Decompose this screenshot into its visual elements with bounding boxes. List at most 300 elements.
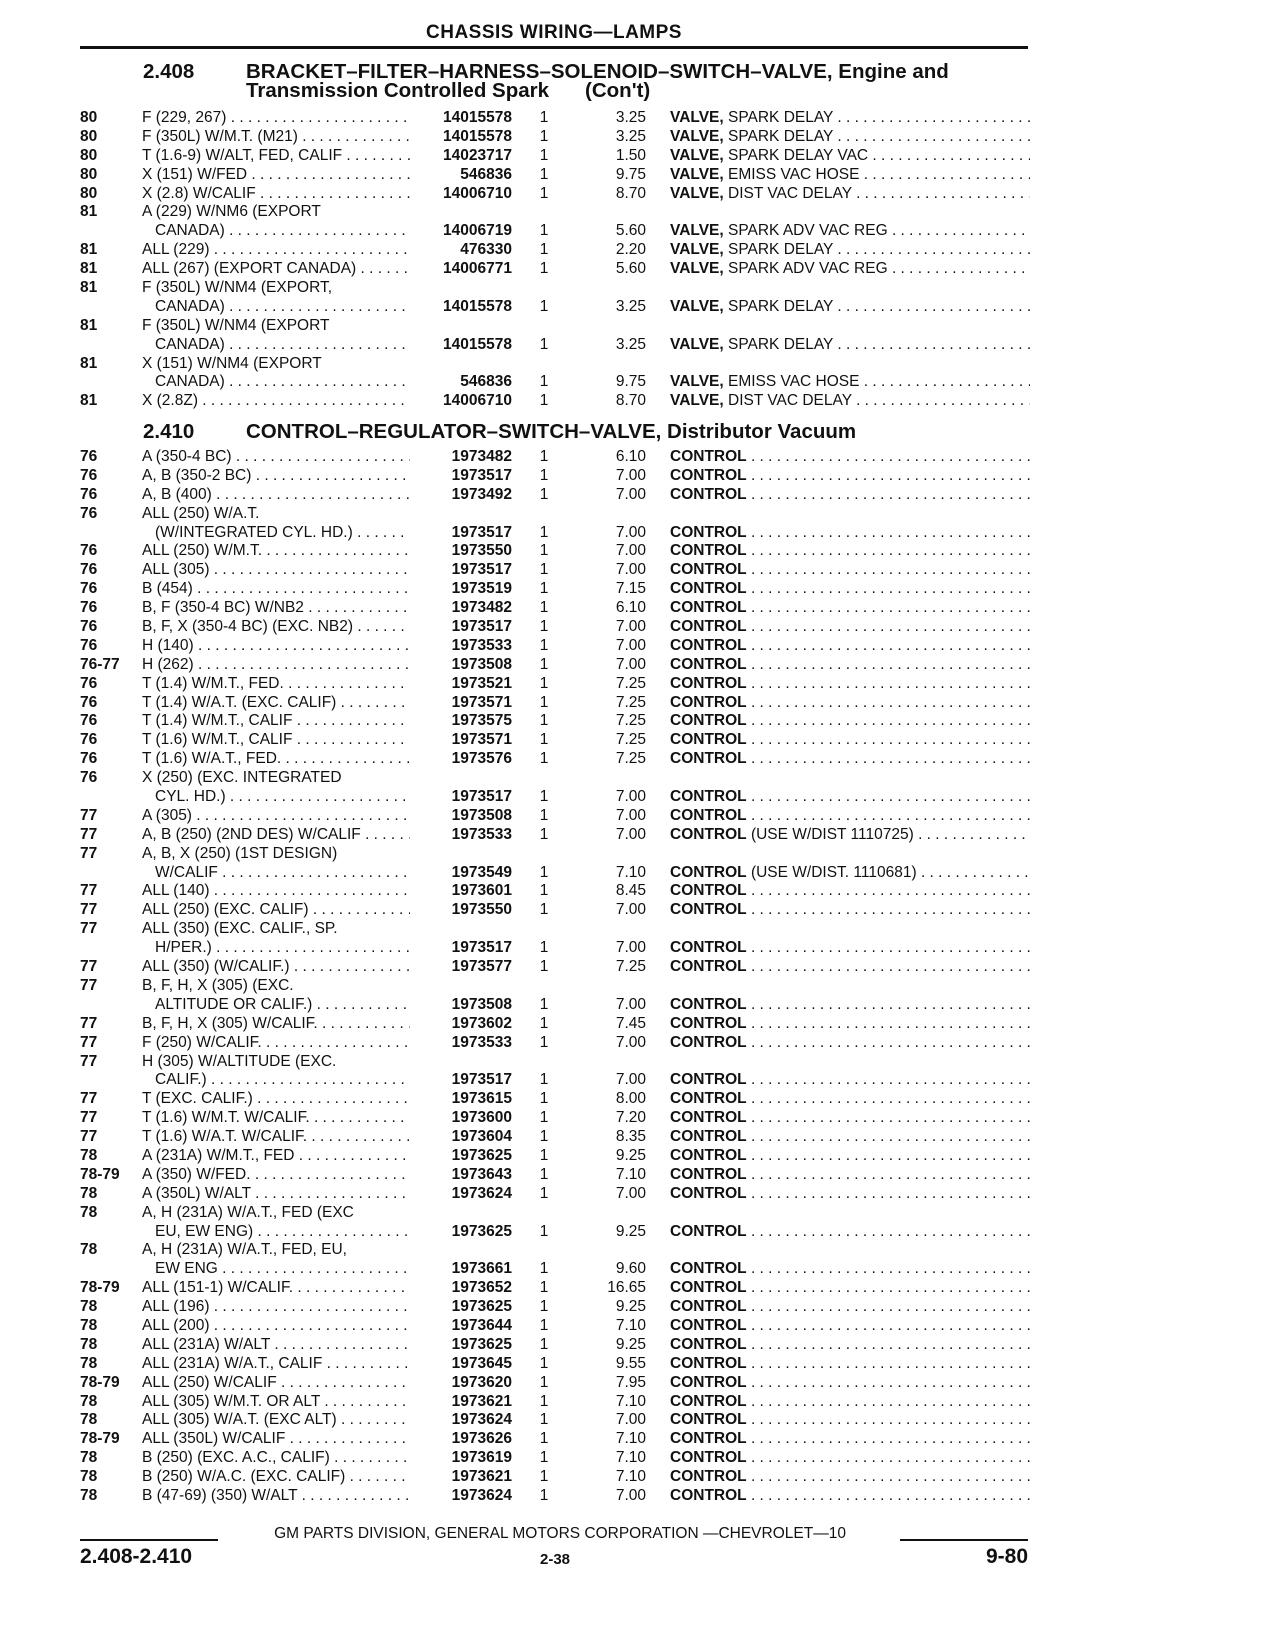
part-number-cell: 1973621 bbox=[451, 1468, 512, 1486]
part-name-bold: CONTROL bbox=[670, 542, 747, 560]
part-name-cell bbox=[670, 1147, 1030, 1166]
table-row bbox=[0, 694, 1280, 713]
year-cell: 77 bbox=[80, 825, 98, 843]
price-cell: 3.25 bbox=[615, 109, 646, 126]
description-cell: B (250) W/A.C. (EXC. CALIF) . . . bbox=[142, 1468, 410, 1487]
table-row bbox=[0, 1241, 1280, 1260]
price-cell: 7.00 bbox=[615, 1071, 646, 1089]
year-cell: 81 bbox=[80, 279, 98, 297]
part-name-cell bbox=[670, 260, 1030, 279]
description-cell: A (350) W/FED. . . . bbox=[142, 1166, 410, 1185]
table-row bbox=[0, 1279, 1280, 1298]
year-cell: 76 bbox=[80, 542, 98, 560]
quantity-cell: 1 bbox=[539, 1354, 549, 1372]
section-number: 2.408 bbox=[143, 60, 195, 83]
description-cell: H (305) W/ALTITUDE (EXC. bbox=[142, 1052, 337, 1070]
price-cell: 6.10 bbox=[615, 599, 646, 617]
table-row bbox=[0, 1336, 1280, 1355]
year-cell: 76 bbox=[80, 674, 98, 692]
part-name-cell bbox=[670, 1109, 1030, 1128]
description-cell: F (350L) W/M.T. (M21) . . . bbox=[142, 128, 410, 147]
part-name-cell bbox=[670, 241, 1030, 260]
part-name-cell bbox=[670, 1355, 1030, 1374]
part-name-bold: CONTROL bbox=[670, 1090, 747, 1108]
part-name-bold: VALVE, bbox=[670, 109, 724, 126]
price-cell: 7.10 bbox=[615, 1316, 646, 1334]
table-row bbox=[0, 185, 1280, 204]
description-cell: B, F, X (350-4 BC) (EXC. NB2) . . . bbox=[142, 618, 410, 637]
part-name-cell bbox=[670, 524, 1030, 543]
table-row bbox=[0, 373, 1280, 392]
table-row bbox=[0, 845, 1280, 864]
description-cell: F (350L) W/NM4 (EXPORT, bbox=[142, 279, 333, 297]
year-cell: 76 bbox=[80, 618, 98, 636]
year-cell: 80 bbox=[80, 184, 98, 202]
part-name-bold: VALVE, bbox=[670, 222, 724, 240]
price-cell: 8.70 bbox=[615, 184, 646, 202]
table-row bbox=[0, 656, 1280, 675]
year-cell: 78-79 bbox=[80, 1165, 120, 1183]
year-cell: 76-77 bbox=[80, 655, 120, 673]
part-name-cell bbox=[670, 675, 1030, 694]
table-row bbox=[0, 750, 1280, 769]
table-row bbox=[0, 807, 1280, 826]
year-cell: 81 bbox=[80, 392, 98, 410]
year-cell: 78 bbox=[80, 1316, 98, 1334]
description-cell: ALL (350L) W/CALIF . . . bbox=[142, 1430, 410, 1449]
year-cell: 77 bbox=[80, 1109, 98, 1127]
part-number-cell: 1973652 bbox=[451, 1279, 512, 1297]
part-number-cell: 14015578 bbox=[443, 297, 512, 315]
quantity-cell: 1 bbox=[539, 995, 549, 1013]
price-cell: 9.25 bbox=[615, 1222, 646, 1240]
part-number-cell: 1973575 bbox=[451, 712, 512, 730]
price-cell: 7.00 bbox=[615, 561, 646, 579]
quantity-cell: 1 bbox=[539, 523, 549, 541]
description-cell: CANADA) . . . bbox=[155, 336, 410, 355]
part-name-cell bbox=[670, 694, 1030, 713]
part-number-cell: 1973615 bbox=[451, 1090, 512, 1108]
part-name-bold: CONTROL bbox=[670, 712, 747, 730]
quantity-cell: 1 bbox=[539, 618, 549, 636]
description-cell: H (262) . . . bbox=[142, 656, 410, 675]
part-number-cell: 1973533 bbox=[451, 825, 512, 843]
table-row bbox=[0, 147, 1280, 166]
part-name-cell bbox=[670, 599, 1030, 618]
table-row bbox=[0, 279, 1280, 298]
quantity-cell: 1 bbox=[539, 1014, 549, 1032]
part-number-cell: 546836 bbox=[460, 165, 512, 183]
year-cell: 76 bbox=[80, 504, 98, 522]
quantity-cell: 1 bbox=[539, 1222, 549, 1240]
part-number-cell: 1973508 bbox=[451, 806, 512, 824]
table-row bbox=[0, 1449, 1280, 1468]
year-cell: 77 bbox=[80, 1052, 98, 1070]
year-cell: 78 bbox=[80, 1241, 98, 1259]
part-number-cell: 1973533 bbox=[451, 1033, 512, 1051]
part-number-cell: 1973643 bbox=[451, 1165, 512, 1183]
part-name-bold: CONTROL bbox=[670, 1468, 747, 1486]
table-row bbox=[0, 1090, 1280, 1109]
price-cell: 7.25 bbox=[615, 674, 646, 692]
part-name-cell bbox=[670, 656, 1030, 675]
part-name-cell bbox=[670, 1468, 1030, 1487]
part-number-cell: 1973533 bbox=[451, 636, 512, 654]
table-row bbox=[0, 901, 1280, 920]
part-name-cell bbox=[670, 731, 1030, 750]
description-cell: ALL (305) W/A.T. (EXC ALT) . . . bbox=[142, 1411, 410, 1430]
part-name-bold: CONTROL bbox=[670, 636, 747, 654]
part-name-bold: CONTROL bbox=[670, 731, 747, 749]
part-number-cell: 1973517 bbox=[451, 788, 512, 806]
year-cell: 80 bbox=[80, 146, 98, 164]
table-row bbox=[0, 222, 1280, 241]
table-row bbox=[0, 788, 1280, 807]
part-name-bold: CONTROL bbox=[670, 1486, 747, 1504]
quantity-cell: 1 bbox=[539, 1128, 549, 1146]
year-cell: 78-79 bbox=[80, 1279, 120, 1297]
part-name-cell bbox=[670, 486, 1030, 505]
price-cell: 7.25 bbox=[615, 750, 646, 768]
table-row bbox=[0, 731, 1280, 750]
part-name-bold: CONTROL bbox=[670, 1014, 747, 1032]
section-title-line2 bbox=[246, 79, 650, 103]
table-row bbox=[0, 524, 1280, 543]
quantity-cell: 1 bbox=[539, 1468, 549, 1486]
table-row bbox=[0, 1109, 1280, 1128]
part-name-bold: CONTROL bbox=[670, 901, 747, 919]
part-name-cell bbox=[670, 1374, 1030, 1393]
year-cell: 77 bbox=[80, 901, 98, 919]
description-cell: A, B (250) (2ND DES) W/CALIF . . . bbox=[142, 826, 410, 845]
part-name-bold: CONTROL bbox=[670, 1335, 747, 1353]
part-name-detail: (USE W/DIST 1110725) bbox=[746, 825, 914, 843]
table-row bbox=[0, 203, 1280, 222]
description-cell: CALIF.) . . . bbox=[155, 1071, 410, 1090]
description-cell: EW ENG . . . bbox=[155, 1260, 410, 1279]
table-row bbox=[0, 486, 1280, 505]
footer-section-range: 2.408-2.410 bbox=[80, 1545, 193, 1568]
price-cell: 7.10 bbox=[615, 1468, 646, 1486]
price-cell: 7.25 bbox=[615, 731, 646, 749]
description-cell: T (1.6) W/M.T., CALIF . . . bbox=[142, 731, 410, 750]
price-cell: 7.00 bbox=[615, 1184, 646, 1202]
page-title: CHASSIS WIRING—LAMPS bbox=[426, 22, 682, 43]
quantity-cell: 1 bbox=[539, 542, 549, 560]
part-name-cell bbox=[670, 1336, 1030, 1355]
year-cell: 76 bbox=[80, 448, 98, 465]
part-name-bold: CONTROL bbox=[670, 1279, 747, 1297]
price-cell: 7.20 bbox=[615, 1109, 646, 1127]
table-row bbox=[0, 675, 1280, 694]
price-cell: 7.00 bbox=[615, 901, 646, 919]
part-name-cell bbox=[670, 882, 1030, 901]
description-cell: T (1.6) W/M.T. W/CALIF. . . . bbox=[142, 1109, 410, 1128]
footer-publisher: GM PARTS DIVISION, GENERAL MOTORS CORPORATION —CHEVROLET—10 bbox=[274, 1525, 846, 1542]
description-cell: T (1.6) W/A.T. W/CALIF. . . . bbox=[142, 1128, 410, 1147]
year-cell: 78 bbox=[80, 1335, 98, 1353]
part-name-bold: CONTROL bbox=[670, 1298, 747, 1316]
description-cell: ALL (250) W/A.T. bbox=[142, 504, 260, 522]
table-row bbox=[0, 1223, 1280, 1242]
description-cell: ALL (196) . . . bbox=[142, 1298, 410, 1317]
part-name-bold: CONTROL bbox=[670, 882, 747, 900]
part-name-cell bbox=[670, 1166, 1030, 1185]
price-cell: 5.60 bbox=[615, 260, 646, 278]
part-number-cell: 1973482 bbox=[451, 599, 512, 617]
part-name-cell bbox=[670, 939, 1030, 958]
part-number-cell: 14015578 bbox=[443, 109, 512, 126]
description-cell: B, F, H, X (305) W/CALIF. . . . bbox=[142, 1015, 410, 1034]
year-cell: 77 bbox=[80, 882, 98, 900]
quantity-cell: 1 bbox=[539, 146, 549, 164]
part-name-detail: SPARK ADV VAC REG bbox=[723, 222, 888, 240]
description-cell: B, F (350-4 BC) W/NB2 . . . bbox=[142, 599, 410, 618]
quantity-cell: 1 bbox=[539, 806, 549, 824]
part-name-detail: SPARK DELAY bbox=[723, 241, 834, 259]
year-cell: 78 bbox=[80, 1146, 98, 1164]
price-cell: 7.10 bbox=[615, 863, 646, 881]
part-name-detail: DIST VAC DELAY bbox=[723, 184, 852, 202]
quantity-cell: 1 bbox=[539, 939, 549, 957]
part-name-bold: CONTROL bbox=[670, 995, 747, 1013]
quantity-cell: 1 bbox=[539, 1146, 549, 1164]
part-name-bold: CONTROL bbox=[670, 939, 747, 957]
description-cell: A, H (231A) W/A.T., FED (EXC bbox=[142, 1203, 354, 1221]
part-name-cell bbox=[670, 750, 1030, 769]
quantity-cell: 1 bbox=[539, 580, 549, 598]
table-row bbox=[0, 561, 1280, 580]
part-name-cell bbox=[670, 637, 1030, 656]
part-name-bold: CONTROL bbox=[670, 1316, 747, 1334]
part-name-cell bbox=[670, 373, 1030, 392]
table-row bbox=[0, 1166, 1280, 1185]
part-number-cell: 1973550 bbox=[451, 542, 512, 560]
part-number-cell: 1973625 bbox=[451, 1298, 512, 1316]
price-cell: 7.00 bbox=[615, 995, 646, 1013]
part-number-cell: 1973517 bbox=[451, 1071, 512, 1089]
part-name-bold: CONTROL bbox=[670, 1165, 747, 1183]
part-number-cell: 1973521 bbox=[451, 674, 512, 692]
table-row bbox=[0, 1128, 1280, 1147]
table-row bbox=[0, 1487, 1280, 1506]
quantity-cell: 1 bbox=[539, 1392, 549, 1410]
part-number-cell: 14015578 bbox=[443, 335, 512, 353]
year-cell: 76 bbox=[80, 769, 98, 787]
quantity-cell: 1 bbox=[539, 1298, 549, 1316]
part-number-cell: 1973571 bbox=[451, 693, 512, 711]
price-cell: 16.65 bbox=[607, 1279, 646, 1297]
year-cell: 76 bbox=[80, 580, 98, 598]
part-name-cell bbox=[670, 864, 1030, 883]
year-cell: 81 bbox=[80, 316, 98, 334]
part-name-bold: VALVE, bbox=[670, 127, 724, 145]
table-row bbox=[0, 864, 1280, 883]
quantity-cell: 1 bbox=[539, 222, 549, 240]
description-cell: A (305) . . . bbox=[142, 807, 410, 826]
table-row bbox=[0, 505, 1280, 524]
part-name-cell bbox=[670, 807, 1030, 826]
quantity-cell: 1 bbox=[539, 958, 549, 976]
part-name-cell bbox=[670, 185, 1030, 204]
part-number-cell: 1973661 bbox=[451, 1260, 512, 1278]
price-cell: 7.95 bbox=[615, 1373, 646, 1391]
part-name-cell bbox=[670, 826, 1030, 845]
part-number-cell: 1973625 bbox=[451, 1146, 512, 1164]
table-row bbox=[0, 939, 1280, 958]
section-title-continued: Transmission Controlled Spark bbox=[246, 79, 550, 102]
part-number-cell: 1973644 bbox=[451, 1316, 512, 1334]
part-name-bold: VALVE, bbox=[670, 241, 724, 259]
quantity-cell: 1 bbox=[539, 392, 549, 410]
price-cell: 8.70 bbox=[615, 392, 646, 410]
part-number-cell: 1973576 bbox=[451, 750, 512, 768]
year-cell: 78 bbox=[80, 1392, 98, 1410]
part-name-bold: CONTROL bbox=[670, 1128, 747, 1146]
description-cell: ALL (200) . . . bbox=[142, 1317, 410, 1336]
table-row bbox=[0, 336, 1280, 355]
description-cell: ALL (305) W/M.T. OR ALT . . . bbox=[142, 1393, 410, 1412]
table-row bbox=[0, 958, 1280, 977]
part-name-bold: VALVE, bbox=[670, 297, 724, 315]
part-number-cell: 1973624 bbox=[451, 1411, 512, 1429]
price-cell: 7.25 bbox=[615, 693, 646, 711]
part-name-bold: CONTROL bbox=[670, 806, 747, 824]
part-number-cell: 546836 bbox=[460, 373, 512, 391]
description-cell: A, B (350-2 BC) . . . bbox=[142, 467, 410, 486]
description-cell: ALL (250) W/M.T. . . . bbox=[142, 542, 410, 561]
part-name-cell bbox=[670, 1487, 1030, 1506]
part-name-detail: SPARK ADV VAC REG bbox=[723, 260, 888, 278]
quantity-cell: 1 bbox=[539, 260, 549, 278]
section-cont-note: (Con't) bbox=[585, 79, 651, 102]
part-name-cell bbox=[670, 1411, 1030, 1430]
part-name-cell bbox=[670, 166, 1030, 185]
quantity-cell: 1 bbox=[539, 1279, 549, 1297]
year-cell: 80 bbox=[80, 109, 98, 126]
table-row bbox=[0, 355, 1280, 374]
description-cell: ALL (350) (W/CALIF.) . . . bbox=[142, 958, 410, 977]
description-cell: B (250) (EXC. A.C., CALIF) . . . bbox=[142, 1449, 410, 1468]
table-row bbox=[0, 298, 1280, 317]
description-cell: T (1.6) W/A.T., FED. . . . bbox=[142, 750, 410, 769]
price-cell: 9.75 bbox=[615, 165, 646, 183]
part-number-cell: 1973602 bbox=[451, 1014, 512, 1032]
part-name-bold: CONTROL bbox=[670, 1260, 747, 1278]
description-cell: ALTITUDE OR CALIF.) . . . bbox=[155, 996, 410, 1015]
quantity-cell: 1 bbox=[539, 863, 549, 881]
section-number: 2.410 bbox=[143, 420, 195, 443]
part-name-bold: CONTROL bbox=[670, 561, 747, 579]
table-row bbox=[0, 1147, 1280, 1166]
quantity-cell: 1 bbox=[539, 1260, 549, 1278]
table-row bbox=[0, 826, 1280, 845]
quantity-cell: 1 bbox=[539, 674, 549, 692]
part-name-bold: VALVE, bbox=[670, 165, 724, 183]
year-cell: 76 bbox=[80, 561, 98, 579]
quantity-cell: 1 bbox=[539, 561, 549, 579]
price-cell: 8.35 bbox=[615, 1128, 646, 1146]
table-row bbox=[0, 260, 1280, 279]
year-cell: 77 bbox=[80, 1033, 98, 1051]
part-name-cell bbox=[670, 958, 1030, 977]
part-name-cell bbox=[670, 147, 1030, 166]
part-name-detail: EMISS VAC HOSE bbox=[723, 373, 860, 391]
year-cell: 76 bbox=[80, 636, 98, 654]
part-name-detail: EMISS VAC HOSE bbox=[723, 165, 860, 183]
part-name-bold: CONTROL bbox=[670, 448, 747, 465]
part-name-cell bbox=[670, 1449, 1030, 1468]
description-cell: H/PER.) . . . bbox=[155, 939, 410, 958]
description-cell: A, H (231A) W/A.T., FED, EU, bbox=[142, 1241, 347, 1259]
quantity-cell: 1 bbox=[539, 655, 549, 673]
part-name-bold: CONTROL bbox=[670, 655, 747, 673]
part-name-cell bbox=[670, 336, 1030, 355]
description-cell: X (2.8Z) . . . bbox=[142, 392, 410, 411]
price-cell: 3.25 bbox=[615, 297, 646, 315]
part-name-bold: CONTROL bbox=[670, 788, 747, 806]
description-cell: ALL (151-1) W/CALIF. . . . bbox=[142, 1279, 410, 1298]
part-name-bold: CONTROL bbox=[670, 1411, 747, 1429]
part-name-bold: CONTROL bbox=[670, 825, 747, 843]
quantity-cell: 1 bbox=[539, 485, 549, 503]
description-cell: X (2.8) W/CALIF . . . bbox=[142, 185, 410, 204]
description-cell: B (454) . . . bbox=[142, 580, 410, 599]
description-cell: T (1.4) W/M.T., CALIF . . . bbox=[142, 712, 410, 731]
quantity-cell: 1 bbox=[539, 750, 549, 768]
part-name-bold: VALVE, bbox=[670, 335, 724, 353]
table-row bbox=[0, 1204, 1280, 1223]
description-cell: (W/INTEGRATED CYL. HD.) . . . bbox=[155, 524, 410, 543]
table-row bbox=[0, 920, 1280, 939]
footer-date: 9-80 bbox=[985, 1545, 1028, 1568]
part-number-cell: 1973571 bbox=[451, 731, 512, 749]
quantity-cell: 1 bbox=[539, 599, 549, 617]
year-cell: 76 bbox=[80, 599, 98, 617]
part-number-cell: 1973519 bbox=[451, 580, 512, 598]
description-cell: A, B (400) . . . bbox=[142, 486, 410, 505]
price-cell: 3.25 bbox=[615, 335, 646, 353]
table-row bbox=[0, 1317, 1280, 1336]
part-name-cell bbox=[670, 448, 1030, 467]
quantity-cell: 1 bbox=[539, 1033, 549, 1051]
part-name-bold: VALVE, bbox=[670, 392, 724, 410]
quantity-cell: 1 bbox=[539, 1411, 549, 1429]
table-row bbox=[0, 1355, 1280, 1374]
part-number-cell: 14006710 bbox=[443, 392, 512, 410]
part-number-cell: 1973601 bbox=[451, 882, 512, 900]
part-name-cell bbox=[670, 1128, 1030, 1147]
price-cell: 9.25 bbox=[615, 1298, 646, 1316]
footer-rule bbox=[80, 1539, 218, 1541]
part-name-bold: VALVE, bbox=[670, 373, 724, 391]
year-cell: 80 bbox=[80, 127, 98, 145]
part-name-cell bbox=[670, 712, 1030, 731]
quantity-cell: 1 bbox=[539, 1316, 549, 1334]
year-cell: 76 bbox=[80, 731, 98, 749]
year-cell: 76 bbox=[80, 750, 98, 768]
quantity-cell: 1 bbox=[539, 466, 549, 484]
description-cell: CANADA) . . . bbox=[155, 373, 410, 392]
part-name-cell bbox=[670, 1071, 1030, 1090]
table-row bbox=[0, 1260, 1280, 1279]
part-name-cell bbox=[670, 561, 1030, 580]
table-row bbox=[0, 166, 1280, 185]
part-name-detail: SPARK DELAY bbox=[723, 109, 834, 126]
part-number-cell: 1973604 bbox=[451, 1128, 512, 1146]
quantity-cell: 1 bbox=[539, 788, 549, 806]
part-name-cell bbox=[670, 1015, 1030, 1034]
